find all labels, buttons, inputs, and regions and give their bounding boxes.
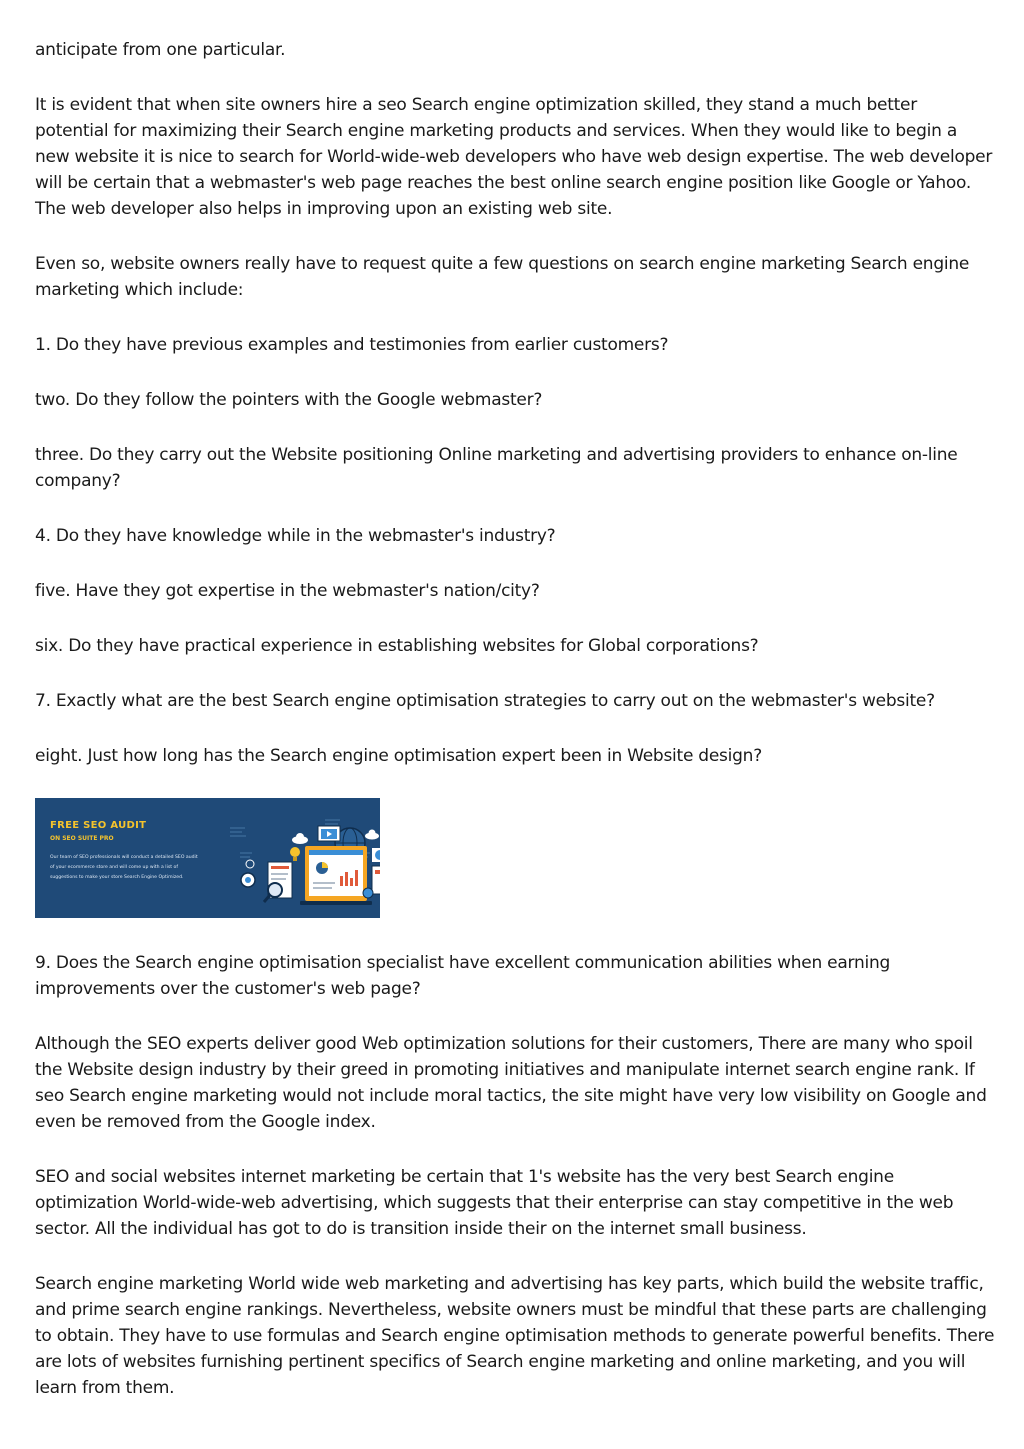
banner-body-text: Our team of SEO professionals will conduct a detailed SEO audit of your ecommerce store and will come up with a list of suggestions to make your store Search Engine Optimized.: [50, 855, 198, 880]
list-item-question: two. Do they follow the pointers with the Google webmaster?: [35, 390, 543, 410]
banner-subtitle: ON SEO SUITE PRO: [50, 835, 114, 842]
paragraph: It is evident that when site owners hire a seo Search engine optimization skilled, they stand a much better potential for maximizing their Search engine marketing products and services. When they would like to begin a new website it is nice to search for World-wide-web developers who have web design expertise. The web developer will be certain that a webmaster's web page reaches the best online search engine position like Google or Yahoo. The web developer also helps in improving upon an existing web site.: [35, 95, 993, 219]
seo-illustration-icon: [200, 798, 380, 918]
paragraph: anticipate from one particular.: [35, 40, 286, 60]
list-item-question: 4. Do they have knowledge while in the webmaster's industry?: [35, 526, 556, 546]
list-item-question: 9. Does the Search engine optimisation specialist have excellent communication abilities when earning improvements over the customer's web page?: [35, 953, 891, 999]
paragraph: Although the SEO experts deliver good Web optimization solutions for their customers, There are many who spoil the Website design industry by their greed in promoting initiatives and manipulate internet search engine rank. If seo Search engine marketing would not include moral tactics, the site might have very low visibility on Google and even be removed from the Google index.: [35, 1034, 987, 1132]
paragraph: SEO and social websites internet marketing be certain that 1's website has the very best Search engine optimization World-wide-web advertising, which suggests that their enterprise can stay competitive in the web sector. All the individual has got to do is transition inside their on the internet small business.: [35, 1167, 954, 1239]
paragraph: Search engine marketing World wide web marketing and advertising has key parts, which build the website traffic, and prime search engine rankings. Nevertheless, website owners must be mindful that these parts are challenging to obtain. They have to use formulas and Search engine optimisation methods to generate powerful benefits. There are lots of websites furnishing pertinent specifics of Search engine marketing and online marketing, and you will learn from them.: [35, 1274, 995, 1398]
list-item-question: six. Do they have practical experience in establishing websites for Global corporations?: [35, 636, 759, 656]
list-item-question: 7. Exactly what are the best Search engine optimisation strategies to carry out on the webmaster's website?: [35, 691, 935, 711]
banner-title: FREE SEO AUDIT: [50, 820, 147, 831]
list-item-question: five. Have they got expertise in the webmaster's nation/city?: [35, 581, 540, 601]
seo-audit-banner-image: [35, 798, 380, 918]
list-item-question: three. Do they carry out the Website positioning Online marketing and advertising providers to enhance on-line company?: [35, 445, 958, 491]
magnifier-icon: [264, 883, 282, 902]
document-page: [35, 37, 995, 1430]
list-item-question: 1. Do they have previous examples and testimonies from earlier customers?: [35, 335, 669, 355]
list-item-question: eight. Just how long has the Search engine optimisation expert been in Website design?: [35, 746, 762, 766]
paragraph: Even so, website owners really have to request quite a few questions on search engine marketing Search engine marketing which include:: [35, 254, 970, 300]
